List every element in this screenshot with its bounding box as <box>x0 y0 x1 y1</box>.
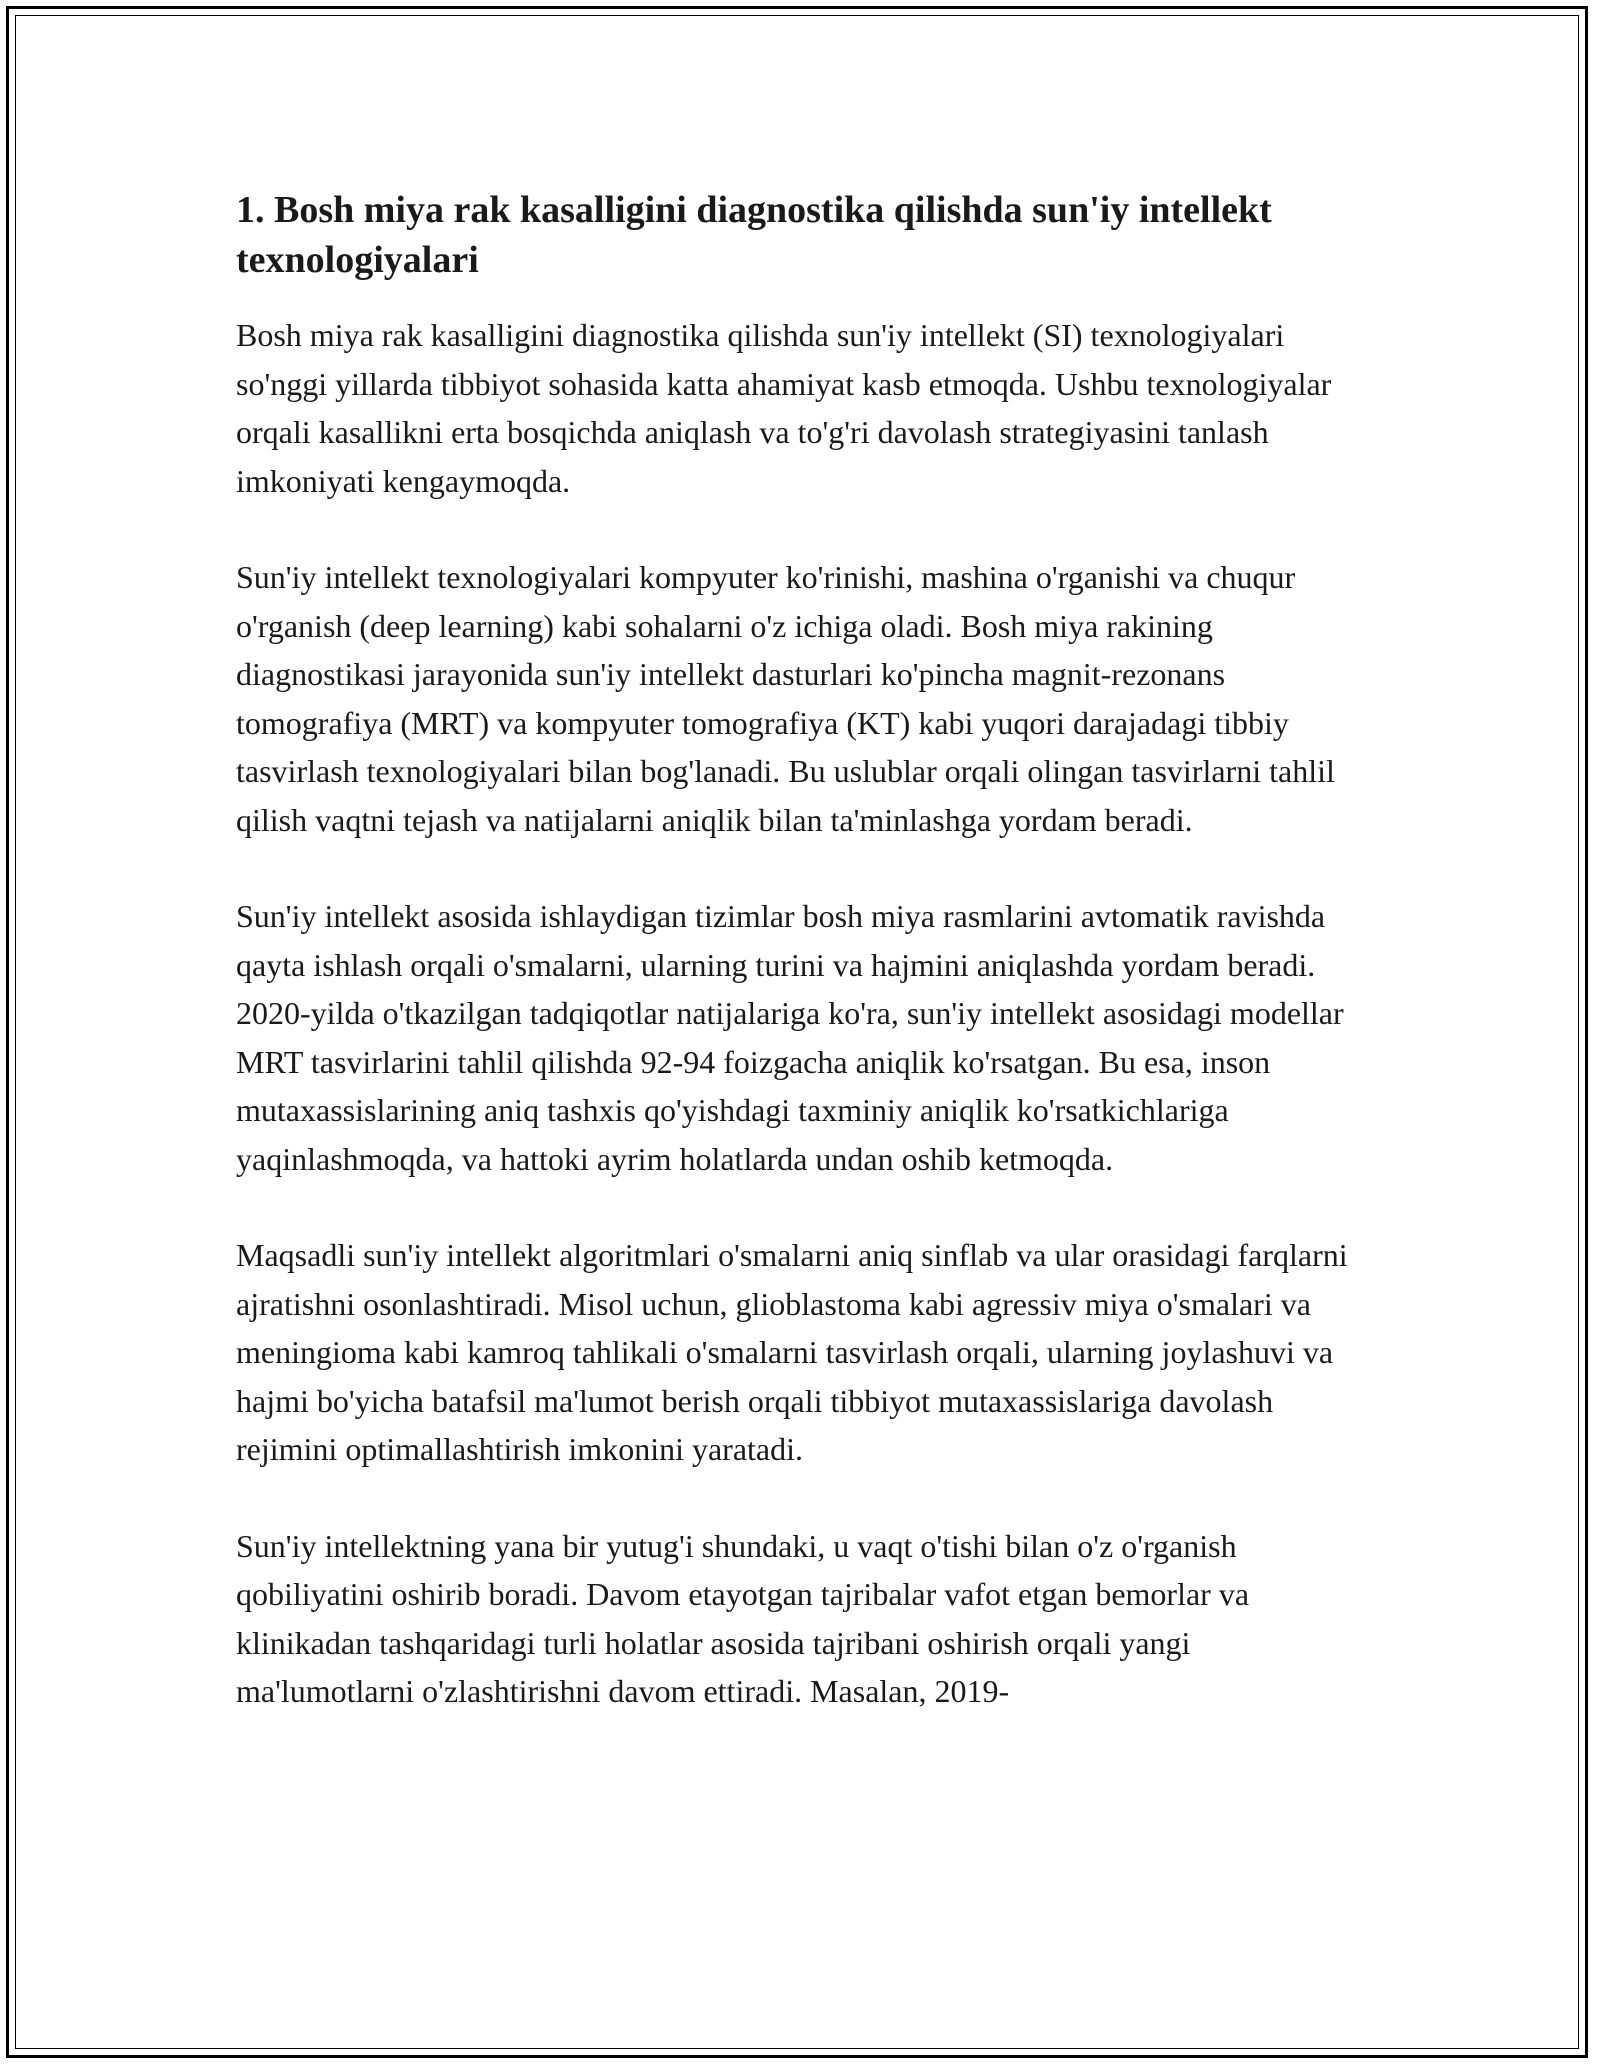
section-heading: 1. Bosh miya rak kasalligini diagnostika qilishda sun'iy intellekt texnologiyalari <box>236 189 1272 281</box>
paragraph-classification: Maqsadli sun'iy intellekt algoritmlari o'smalarni aniq sinflab va ular orasidagi farqlarni ajratishni osonlashtiradi. Misol uchun, glioblastoma kabi agressiv miya o'smalari va meningioma kabi kamroq tahlikali o'smalarni tasvirlash orqali, ularning joylashuvi va hajmi bo'yicha batafsil ma'lumot berish orqali tibbiyot mutaxassislariga davolash rejimini optimallashtirish imkonini yaratadi. <box>236 1237 1348 1467</box>
paragraph-technologies: Sun'iy intellekt texnologiyalari kompyuter ko'rinishi, mashina o'rganishi va chuqur o'rganish (deep learning) kabi sohalarni o'z ichiga oladi. Bosh miya rakining diagnostikasi jarayonida sun'iy intellekt dasturlari ko'pincha magnit-rezonans tomografiya (MRT) va kompyuter tomografiya (KT) kabi yuqori darajadagi tibbiy tasvirlash texnologiyalari bilan bog'lanadi. Bu uslublar orqali olingan tasvirlarni tahlil qilish vaqtni tejash va natijalarni aniqlik bilan ta'minlashga yordam beradi. <box>236 559 1335 838</box>
paragraph-intro: Bosh miya rak kasalligini diagnostika qilishda sun'iy intellekt (SI) texnologiyalari so'nggi yillarda tibbiyot sohasida katta ahamiyat kasb etmoqda. Ushbu texnologiyalar orqali kasallikni erta bosqichda aniqlash va to'g'ri davolash strategiyasini tanlash imkoniyati kengaymoqda. <box>236 317 1332 499</box>
paragraph-learning: Sun'iy intellektning yana bir yutug'i shundaki, u vaqt o'tishi bilan o'z o'rganish qobiliyatini oshirib boradi. Davom etayotgan tajribalar vafot etgan bemorlar va klinikadan tashqaridagi turli holatlar asosida tajribani oshirish orqali yangi ma'lumotlarni o'zlashtirishni davom ettiradi. Masalan, 2019- <box>236 1527 1250 1709</box>
paragraph-accuracy: Sun'iy intellekt asosida ishlaydigan tizimlar bosh miya rasmlarini avtomatik ravishda qayta ishlash orqali o'smalarni, ularning turini va hajmini aniqlashda yordam beradi. 2020-yilda o'tkazilgan tadqiqotlar natijalariga ko'ra, sun'iy intellekt asosidagi modellar MRT tasvirlarini tahlil qilishda 92-94 foizgacha aniqlik ko'rsatgan. Bu esa, inson mutaxassislarining aniq tashxis qo'yishdagi taxminiy aniqlik ko'rsatkichlariga yaqinlashmoqda, va hattoki ayrim holatlarda undan oshib ketmoqda. <box>236 898 1344 1177</box>
document-body <box>236 185 1366 1764</box>
